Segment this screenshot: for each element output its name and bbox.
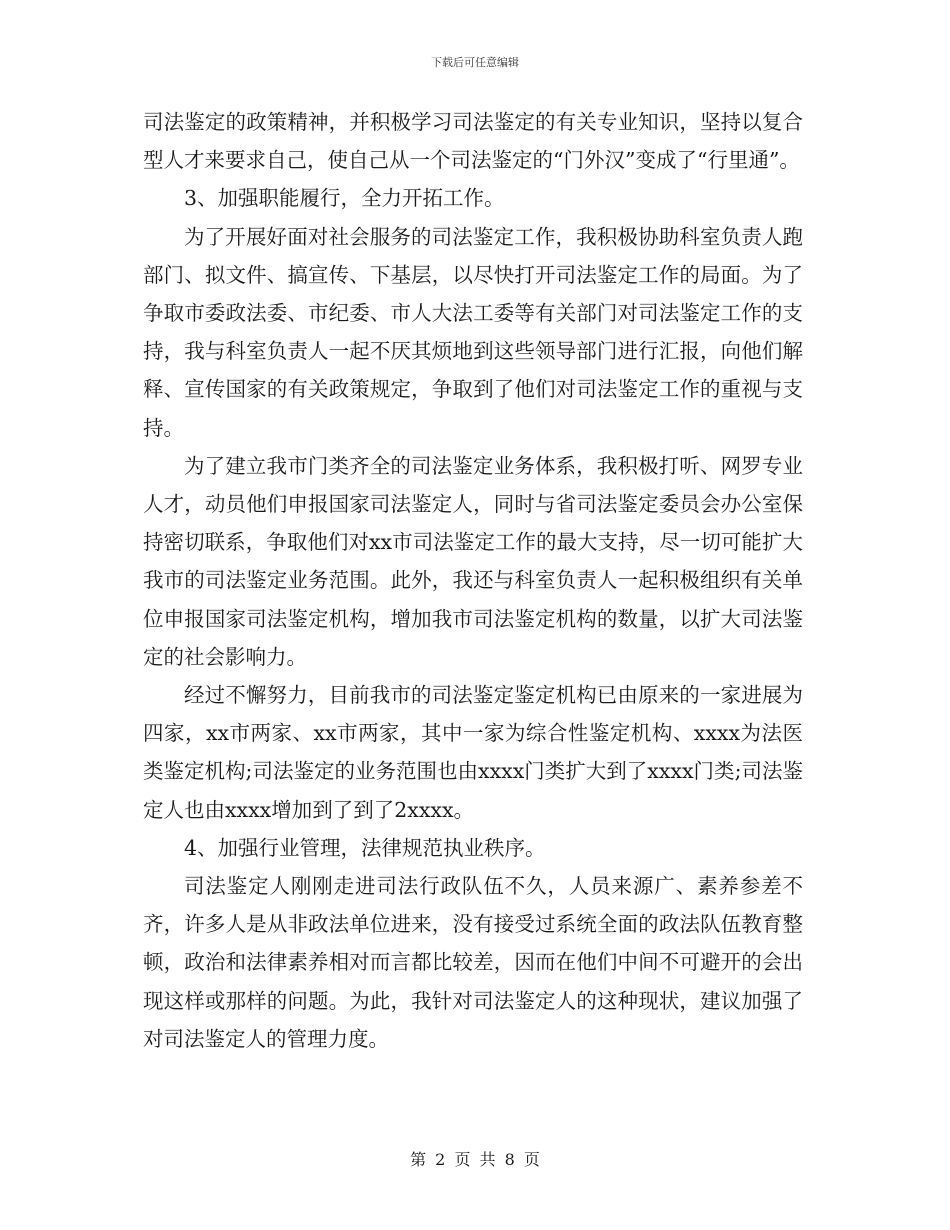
document-body [143, 103, 803, 1058]
paragraph: 司法鉴定人刚刚走进司法行政队伍不久，人员来源广、素养参差不齐，许多人是从非政法单位进来，没有接受过系统全面的政法队伍教育整顿，政治和法律素养相对而言都比较差，因而在他们中间不可避开的会出现这样或那样的问题。为此，我针对司法鉴定人的这种现状，建议加强了对司法鉴定人的管理力度。 [143, 874, 803, 1051]
paragraph: 为了建立我市门类齐全的司法鉴定业务体系，我积极打听、网罗专业人才，动员他们申报国家司法鉴定人，同时与省司法鉴定委员会办公室保持密切联系，争取他们对xx市司法鉴定工作的最大支持，尽一切可能扩大我市的司法鉴定业务范围。此外，我还与科室负责人一起积极组织有关单位申报国家司法鉴定机构，增加我市司法鉴定机构的数量，以扩大司法鉴定的社会影响力。 [143, 453, 803, 669]
paragraph: 经过不懈努力，目前我市的司法鉴定鉴定机构已由原来的一家进展为四家，xx市两家、xx市两家，其中一家为综合性鉴定机构、xxxx为法医类鉴定机构;司法鉴定的业务范围也由xxxx门类扩大到了xxxx门类;司法鉴定人也由xxxx增加到了到了2xxxx。 [143, 683, 803, 822]
page-header: 下载后可任意编辑 [431, 56, 519, 69]
paragraph: 为了开展好面对社会服务的司法鉴定工作，我积极协助科室负责人跑部门、拟文件、搞宣传、下基层，以尽快打开司法鉴定工作的局面。为了争取市委政法委、市纪委、市人大法工委等有关部门对司法鉴定工作的支持，我与科室负责人一起不厌其烦地到这些领导部门进行汇报，向他们解释、宣传国家的有关政策规定，争取到了他们对司法鉴定工作的重视与支持。 [143, 224, 803, 440]
section-heading-4: 4、加强行业管理，法律规范执业秩序。 [184, 835, 546, 860]
paragraph-continuation: 司法鉴定的政策精神，并积极学习司法鉴定的有关专业知识，坚持以复合型人才来要求自己，使自己从一个司法鉴定的“门外汉”变成了“行里通”。 [143, 110, 803, 173]
page-number: 第 2 页 共 8 页 [410, 1150, 540, 1169]
section-heading-3: 3、加强职能履行，全力开拓工作。 [184, 186, 505, 211]
